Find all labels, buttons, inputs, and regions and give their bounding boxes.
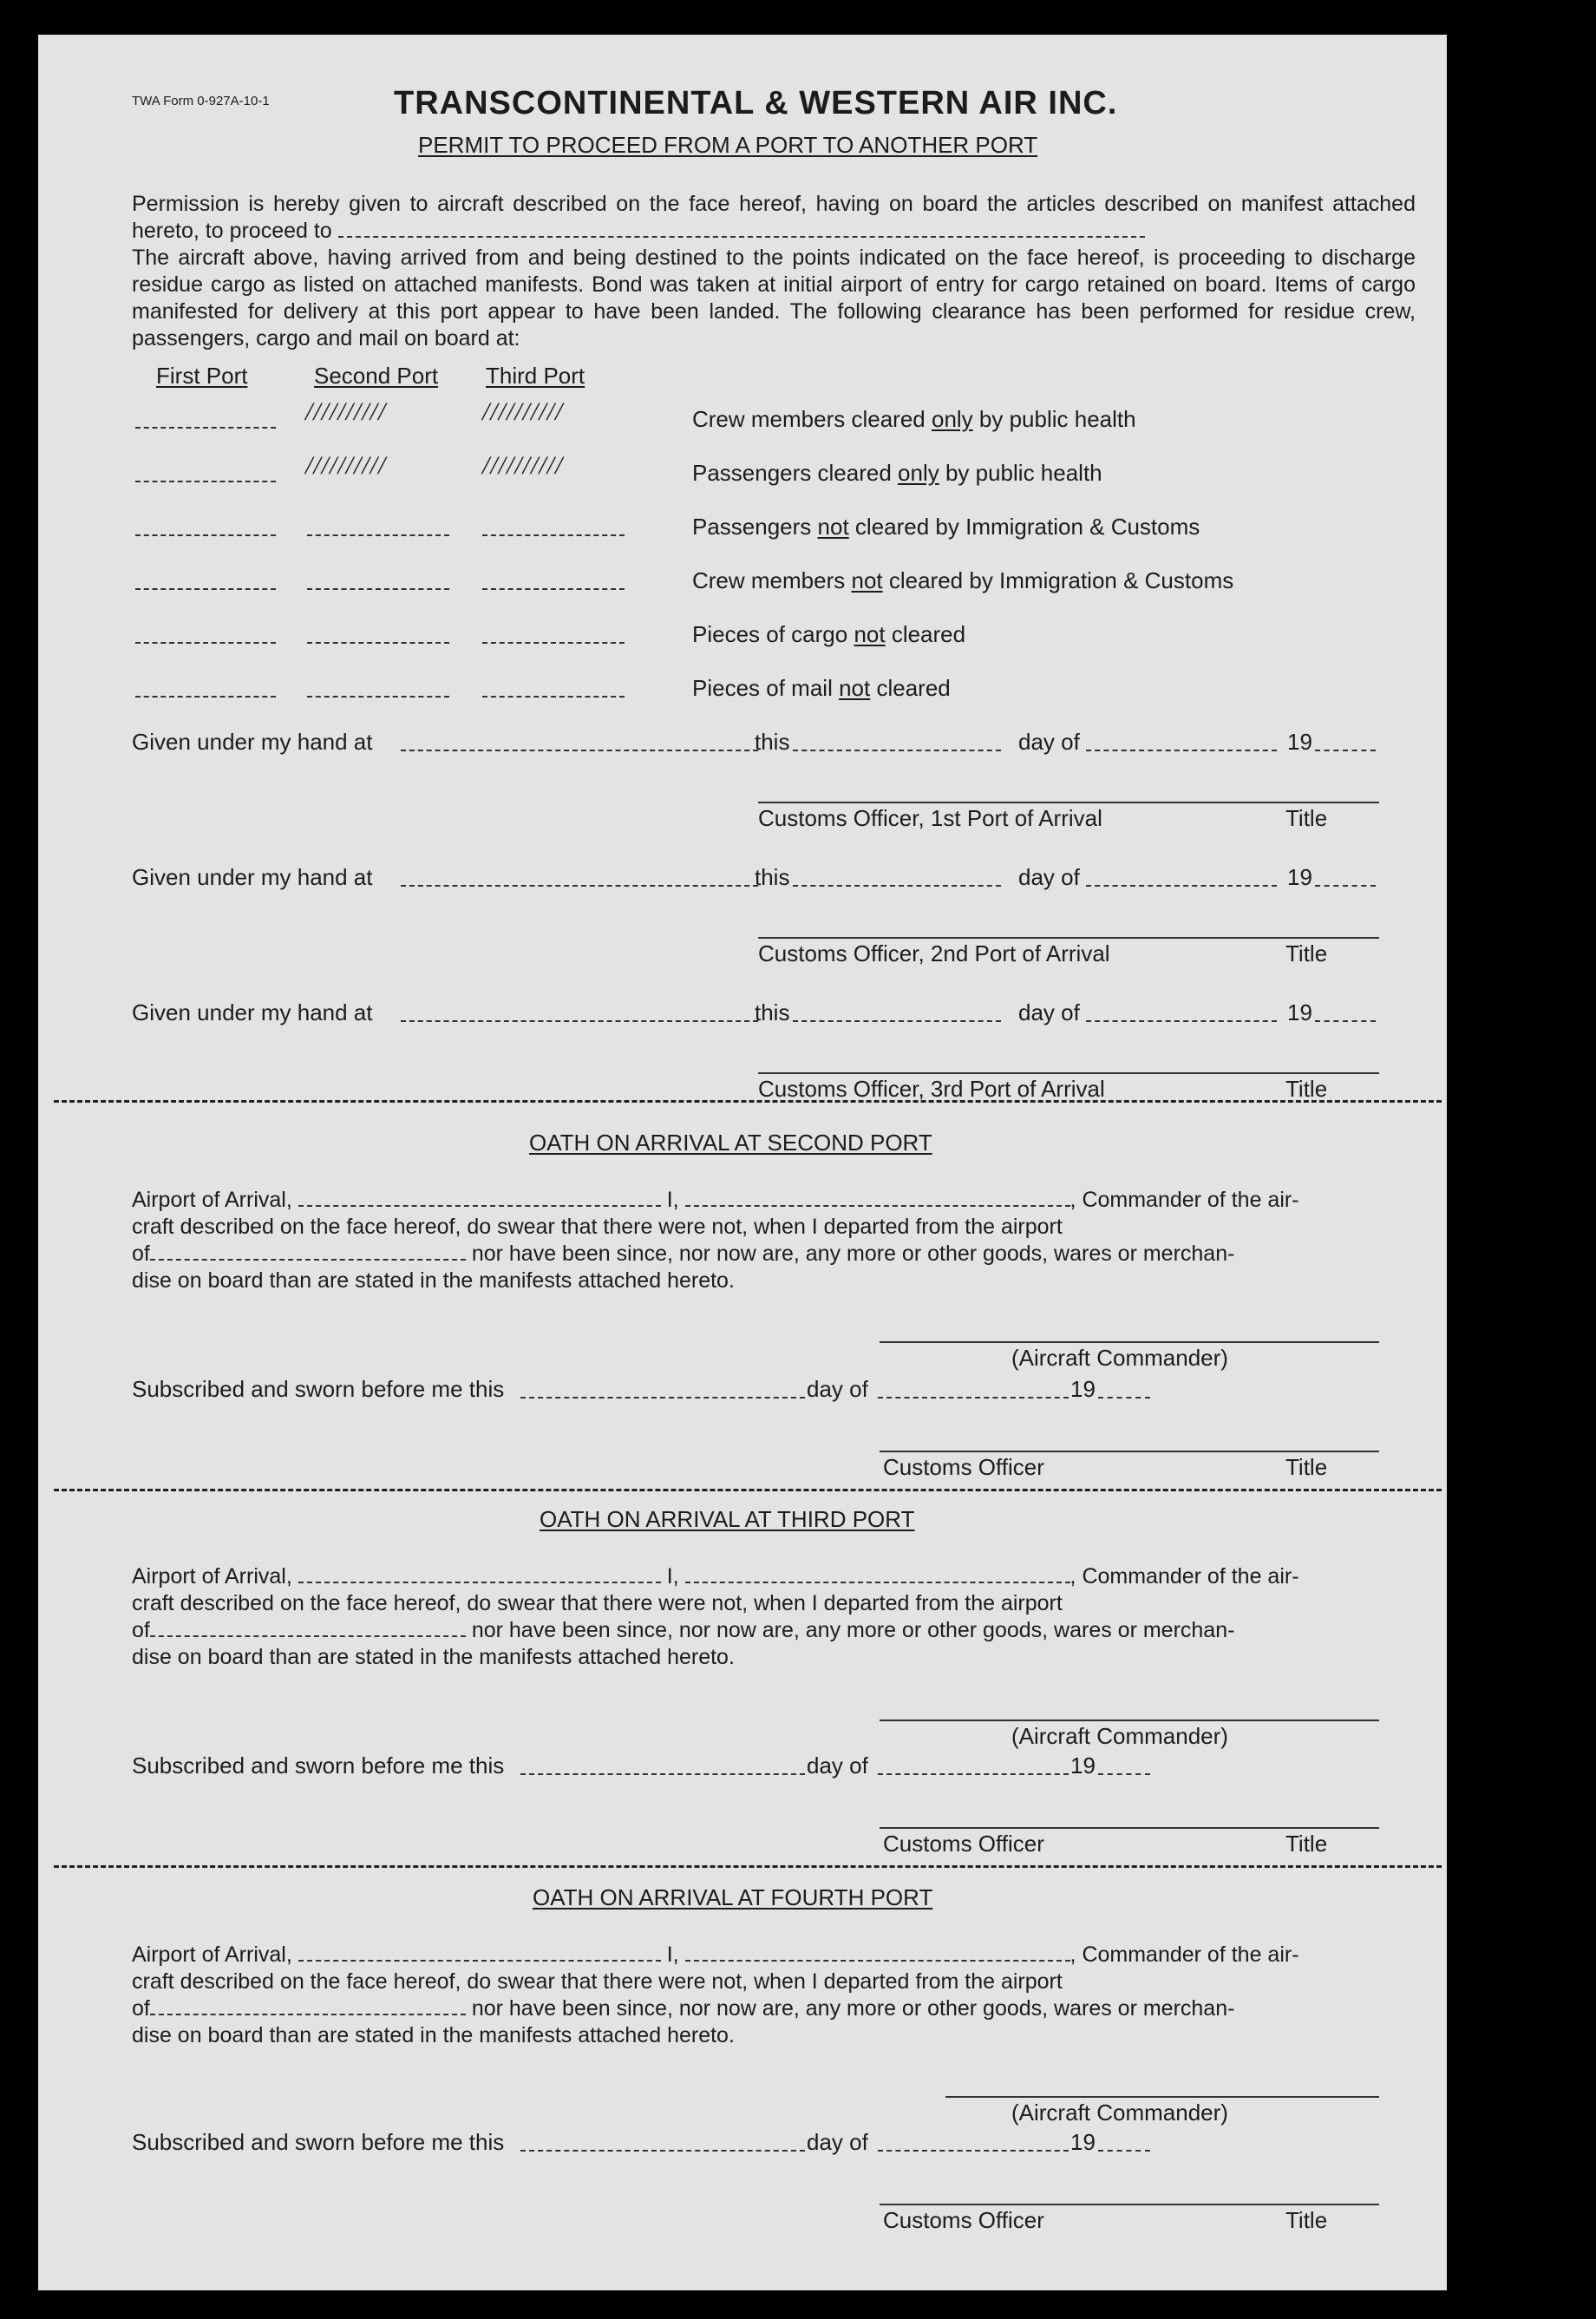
row-label: Pieces of cargo not cleared: [692, 621, 966, 647]
subscribed-year[interactable]: [1098, 2150, 1150, 2152]
customs-officer-label: Customs Officer: [883, 1454, 1044, 1480]
commander-signature-line[interactable]: [945, 2096, 1379, 2098]
commander-signature-line[interactable]: [880, 1341, 1379, 1343]
port-blank[interactable]: [307, 588, 449, 590]
departure-airport-field[interactable]: [150, 1620, 466, 1637]
commander-label: (Aircraft Commander): [1011, 2100, 1228, 2126]
signature-line[interactable]: [758, 802, 1379, 803]
given-day-1[interactable]: [793, 750, 1001, 751]
section-divider: [54, 1865, 1442, 1868]
day-of-label: day of: [1018, 999, 1080, 1025]
section-divider: [54, 1100, 1442, 1103]
subscribed-year[interactable]: [1098, 1773, 1150, 1775]
given-place-2[interactable]: [401, 885, 758, 887]
port-blank[interactable]: [482, 642, 625, 644]
oath-body-third: Airport of Arrival, I, , Commander of the air- craft described on the face hereof, do swear that there were not, when I departed from the airport of nor have been since, nor now are, any more or other goods, wares or merchan- dise on board than are stated in the manifests attached hereto.: [132, 1564, 1299, 1669]
port-blank[interactable]: [307, 696, 449, 698]
commander-label: (Aircraft Commander): [1011, 1723, 1228, 1749]
crew-public-health-first-port[interactable]: [135, 427, 276, 429]
row-label: Passengers not cleared by Immigration & Customs: [692, 514, 1200, 540]
port-blank[interactable]: [135, 642, 276, 644]
given-year-3[interactable]: [1315, 1020, 1376, 1022]
subscribed-year[interactable]: [1098, 1397, 1150, 1399]
signature-line[interactable]: [758, 1072, 1379, 1074]
customs-officer-label: Customs Officer: [883, 2207, 1044, 2233]
commander-signature-line[interactable]: [880, 1720, 1379, 1721]
company-name: TRANSCONTINENTAL & WESTERN AIR INC.: [394, 85, 1118, 121]
oath-body-fourth: Airport of Arrival, I, , Commander of the air- craft described on the face hereof, do swear that there were not, when I departed from the airport of nor have been since, nor now are, any more or other goods, wares or merchan- dise on board than are stated in the manifests attached hereto.: [132, 1942, 1299, 2047]
day-of-label: day of: [807, 1376, 868, 1402]
customs-officer-label: Customs Officer: [883, 1831, 1044, 1857]
oath-body-second: Airport of Arrival, I, , Commander of the air- craft described on the face hereof, do swear that there were not, when I departed from the airport of nor have been since, nor now are, any more or other goods, wares or merchan- dise on board than are stated in the manifests attached hereto.: [132, 1188, 1299, 1293]
departure-airport-field[interactable]: [150, 1998, 466, 2015]
given-month-2[interactable]: [1086, 885, 1277, 887]
row-label: Pieces of mail not cleared: [692, 675, 951, 701]
commander-name-field[interactable]: [685, 1566, 1070, 1583]
this-label: this: [755, 999, 790, 1025]
signature-line[interactable]: [880, 1451, 1379, 1452]
given-place-1[interactable]: [401, 750, 758, 751]
given-label: Given under my hand at: [132, 999, 373, 1025]
section-divider: [54, 1489, 1442, 1491]
given-label: Given under my hand at: [132, 864, 373, 890]
departure-airport-field[interactable]: [150, 1243, 466, 1261]
pax-public-health-first-port[interactable]: [135, 481, 276, 482]
form-number: TWA Form 0-927A-10-1: [132, 94, 270, 108]
year-prefix: 19: [1287, 729, 1312, 755]
airport-of-arrival-field[interactable]: [298, 1944, 661, 1962]
oath-heading-second: OATH ON ARRIVAL AT SECOND PORT: [529, 1130, 932, 1156]
day-of-label: day of: [1018, 729, 1080, 755]
title-label: Title: [1285, 1831, 1328, 1857]
hatch-marks: //////////: [482, 397, 564, 426]
title-label: Title: [1285, 1076, 1328, 1102]
subscribed-day[interactable]: [520, 2150, 805, 2152]
intro-text: Permission is hereby given to aircraft described on the face hereof, having on board the articles described on manifest attached hereto, to proceed to The aircraft above, having arrived from and being destined to the points indicated on the face hereof, is proceeding to discharge residue cargo as listed on attached manifests. Bond was taken at initial airport of entry for cargo retained on board. Items of cargo manifested for delivery at this port appear to have been landed. The following clearance has been performed for residue crew, passengers, cargo and mail on board at:: [132, 192, 1416, 350]
subscribed-label: Subscribed and sworn before me this: [132, 1752, 505, 1779]
signature-line[interactable]: [880, 2204, 1379, 2205]
given-place-3[interactable]: [401, 1020, 758, 1022]
year-prefix: 19: [1287, 864, 1312, 890]
commander-label: (Aircraft Commander): [1011, 1345, 1228, 1371]
col-third-port: Third Port: [486, 363, 585, 389]
given-month-1[interactable]: [1086, 750, 1277, 751]
port-blank[interactable]: [307, 642, 449, 644]
port-blank[interactable]: [135, 534, 276, 536]
subscribed-day[interactable]: [520, 1773, 805, 1775]
day-of-label: day of: [807, 1752, 868, 1779]
form-page: [38, 35, 1447, 2290]
subscribed-month[interactable]: [878, 1397, 1069, 1399]
form-title: PERMIT TO PROCEED FROM A PORT TO ANOTHER PORT: [418, 132, 1038, 158]
subscribed-label: Subscribed and sworn before me this: [132, 2129, 505, 2155]
day-of-label: day of: [1018, 864, 1080, 890]
this-label: this: [755, 864, 790, 890]
port-blank[interactable]: [135, 696, 276, 698]
hatch-marks: //////////: [482, 451, 564, 480]
row-label: Crew members not cleared by Immigration & Customs: [692, 567, 1234, 593]
port-blank[interactable]: [482, 534, 625, 536]
oath-heading-third: OATH ON ARRIVAL AT THIRD PORT: [540, 1506, 915, 1532]
year-prefix: 19: [1070, 1376, 1096, 1402]
given-label: Given under my hand at: [132, 729, 373, 755]
hatch-marks: //////////: [305, 397, 387, 426]
given-day-3[interactable]: [793, 1020, 1001, 1022]
subscribed-day[interactable]: [520, 1397, 805, 1399]
airport-of-arrival-field[interactable]: [298, 1566, 661, 1583]
day-of-label: day of: [807, 2129, 868, 2155]
subscribed-month[interactable]: [878, 2150, 1069, 2152]
subscribed-label: Subscribed and sworn before me this: [132, 1376, 505, 1402]
given-year-1[interactable]: [1315, 750, 1376, 751]
given-month-3[interactable]: [1086, 1020, 1277, 1022]
port-blank[interactable]: [135, 588, 276, 590]
year-prefix: 19: [1070, 1752, 1096, 1779]
officer-label: Customs Officer, 3rd Port of Arrival: [758, 1076, 1105, 1102]
given-year-2[interactable]: [1315, 885, 1376, 887]
row-label: Crew members cleared only by public health: [692, 406, 1136, 432]
port-blank[interactable]: [482, 696, 625, 698]
port-blank[interactable]: [307, 534, 449, 536]
title-label: Title: [1285, 1454, 1328, 1480]
port-blank[interactable]: [482, 588, 625, 590]
given-day-2[interactable]: [793, 885, 1001, 887]
signature-line[interactable]: [880, 1827, 1379, 1829]
year-prefix: 19: [1287, 999, 1312, 1025]
row-label: Passengers cleared only by public health: [692, 460, 1102, 486]
this-label: this: [755, 729, 790, 755]
officer-label: Customs Officer, 1st Port of Arrival: [758, 805, 1102, 831]
title-label: Title: [1285, 805, 1328, 831]
col-second-port: Second Port: [314, 363, 439, 389]
oath-heading-fourth: OATH ON ARRIVAL AT FOURTH PORT: [533, 1884, 933, 1910]
subscribed-month[interactable]: [878, 1773, 1069, 1775]
officer-label: Customs Officer, 2nd Port of Arrival: [758, 940, 1110, 966]
airport-of-arrival-field[interactable]: [298, 1189, 661, 1207]
commander-name-field[interactable]: [685, 1189, 1070, 1207]
title-label: Title: [1285, 2207, 1328, 2233]
col-first-port: First Port: [156, 363, 248, 389]
commander-name-field[interactable]: [685, 1944, 1070, 1962]
title-label: Title: [1285, 940, 1328, 966]
signature-line[interactable]: [758, 937, 1379, 939]
hatch-marks: //////////: [305, 451, 387, 480]
year-prefix: 19: [1070, 2129, 1096, 2155]
destination-blank[interactable]: [338, 220, 1145, 238]
